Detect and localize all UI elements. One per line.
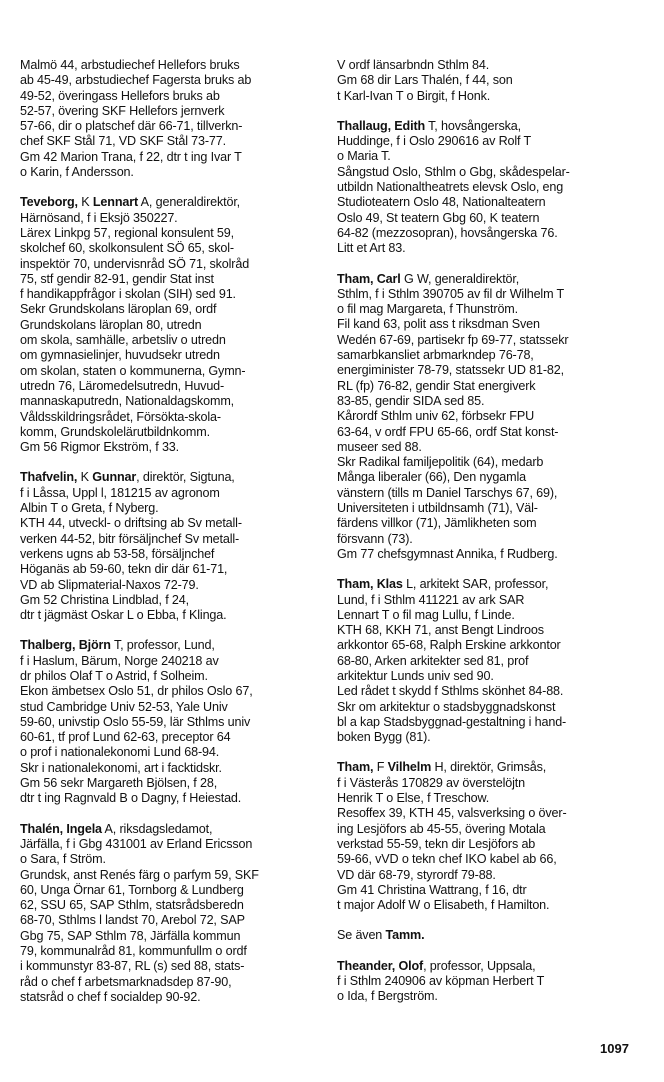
title-and-place: A, riksdagsledamot,	[101, 821, 213, 836]
text-line: o prof i nationalekonomi Lund 68-94.	[20, 745, 220, 760]
text-line: samarbkansliet arbmarkndep 76-78,	[337, 348, 534, 363]
text-line: statsråd o chef f socialdep 90-92.	[20, 989, 201, 1004]
entry-text	[337, 272, 647, 563]
text-line: Litt et Art 83.	[337, 241, 406, 256]
biography-entry	[337, 272, 647, 563]
biography-entry	[337, 959, 647, 1005]
text-line: o Maria T.	[337, 149, 391, 164]
see-also-label: Se även	[337, 928, 386, 943]
text-line: Sångstud Oslo, Sthlm o Gbg, skådespelar-	[337, 164, 570, 179]
title-and-place: A, generaldirektör,	[138, 195, 241, 210]
surname: Theander,	[337, 958, 396, 973]
text-line: 60, Unga Örnar 61, Tornborg & Lundberg	[20, 882, 244, 897]
text-line: i kommunstyr 83-87, RL (s) sed 88, stats-	[20, 959, 245, 974]
biography-entry	[337, 119, 647, 257]
entry-heading-line	[337, 119, 647, 134]
text-line: 79, kommunalråd 81, kommunfullm o ordf	[20, 944, 247, 959]
text-line: t major Adolf W o Elisabeth, f Hamilton.	[337, 898, 550, 913]
surname: Thalén,	[20, 821, 64, 836]
entry-heading-line	[337, 959, 647, 974]
text-line: Ekon ämbetsex Oslo 51, dr philos Oslo 67,	[20, 684, 253, 699]
text-line: vänstern (tills m Daniel Tarschys 67, 69),	[337, 485, 558, 500]
text-line: 49-52, överingass Hellefors bruks ab	[20, 88, 220, 103]
text-line: Skr Radikal familjepolitik (64), medarb	[337, 455, 544, 470]
surname: Tham,	[337, 271, 374, 286]
given-name: Carl	[376, 271, 401, 286]
text-line: Gm 42 Marion Trana, f 22, dtr t ing Ivar T	[20, 149, 242, 164]
text-line: bl a kap Stadsbyggnad-gestaltning i hand-	[337, 714, 567, 729]
text-line: t Karl-Ivan T o Birgit, f Honk.	[337, 88, 491, 103]
text-line: Oslo 49, St teatern Gbg 60, K teatern	[337, 210, 540, 225]
entry-heading-line	[337, 760, 647, 775]
text-line: arkitektur Lunds univ sed 90.	[337, 668, 494, 683]
text-line: o Ida, f Bergström.	[337, 989, 438, 1004]
text-line: utbildn Nationaltheatrets elevsk Oslo, eng	[337, 180, 564, 195]
entry-text	[20, 822, 326, 1006]
text-line: o Karin, f Andersson.	[20, 165, 134, 180]
text-line: Studioteatern Oslo 48, Nationalteatern	[337, 195, 546, 210]
entry-heading-line	[337, 272, 647, 287]
entry-text	[20, 58, 326, 180]
title-and-place: T, hovsångerska,	[425, 118, 521, 133]
text-line: Lärex Linkpg 57, regional konsulent 59,	[20, 225, 234, 240]
text-line: 63-64, v ordf FPU 65-66, ordf Stat konst-	[337, 424, 559, 439]
text-line: Gm 41 Christina Wattrang, f 16, dtr	[337, 882, 527, 897]
text-line: stud Cambridge Univ 52-53, Yale Univ	[20, 699, 228, 714]
given-name: Lennart	[92, 195, 139, 210]
given-name: Klas	[376, 577, 403, 592]
biography-entry	[20, 638, 326, 806]
text-line: verkens ugns ab 53-58, försäljnchef	[20, 546, 215, 561]
text-line: energiminister 78-79, statssekr UD 81-82,	[337, 363, 564, 378]
left-column	[20, 58, 326, 1020]
first-initials: K	[81, 195, 93, 210]
text-line: museer sed 88.	[337, 439, 422, 454]
page-number: 1097	[600, 1041, 629, 1056]
text-line: o fil mag Margareta, f Thunström.	[337, 302, 518, 317]
right-column	[337, 58, 647, 1020]
biography-entry	[20, 470, 326, 623]
biography-entry	[20, 822, 326, 1006]
cross-reference	[337, 928, 647, 943]
text-line: Grundsk, anst Renés färg o parfym 59, SKF	[20, 867, 259, 882]
text-line: Gm 77 chefsgymnast Annika, f Rudberg.	[337, 546, 558, 561]
entry-text	[20, 195, 326, 455]
text-line: 57-66, dir o platschef där 66-71, tillverkn-	[20, 119, 243, 134]
text-line: ab 45-49, arbstudiechef Fagersta bruks ab	[20, 73, 252, 88]
text-line: dr philos Olaf T o Astrid, f Solheim.	[20, 668, 208, 683]
biography-entry	[337, 577, 647, 745]
text-line: verkstad 55-59, tekn dir Lesjöfors ab	[337, 836, 536, 851]
given-name: Edith	[394, 118, 426, 133]
entry-text	[337, 577, 647, 745]
text-line: 75, stf gendir 82-91, gendir Stat inst	[20, 271, 214, 286]
text-line: utredn 76, Läromedelsutredn, Huvud-	[20, 378, 225, 393]
text-line: Sthlm, f i Sthlm 390705 av fil dr Wilhelm T	[337, 286, 565, 301]
text-line: Gm 52 Christina Lindblad, f 24,	[20, 592, 189, 607]
text-line: Sekr Grundskolans läroplan 69, ordf	[20, 302, 217, 317]
text-line: Skr om arkitektur o stadsbyggnadskonst	[337, 699, 556, 714]
text-line: VD ab Slipmaterial-Naxos 72-79.	[20, 577, 199, 592]
text-line: KTH 44, utveckl- o driftsing ab Sv metall-	[20, 516, 242, 531]
text-line: Albin T o Greta, f Nyberg.	[20, 501, 159, 516]
text-line: om skolan, staten o kommunerna, Gymn-	[20, 363, 246, 378]
text-line: 62, SSU 65, SAP Sthlm, statsrådsberedn	[20, 898, 244, 913]
given-name: Gunnar	[92, 470, 137, 485]
given-name: Vilhelm	[387, 760, 432, 775]
entry-heading-line	[20, 470, 326, 485]
biography-entry	[337, 928, 647, 943]
text-line: dtr t ing Ragnvald B o Dagny, f Heiestad.	[20, 791, 242, 806]
text-line: Kårordf Sthlm univ 62, förbsekr FPU	[337, 409, 535, 424]
text-line: VD där 68-79, styrordf 79-88.	[337, 867, 496, 882]
title-and-place: H, direktör, Grimsås,	[431, 760, 547, 775]
text-line: Gm 56 sekr Margareth Bjölsen, f 28,	[20, 776, 218, 791]
text-line: Henrik T o Else, f Treschow.	[337, 791, 490, 806]
text-line: f i Haslum, Bärum, Norge 240218 av	[20, 653, 219, 668]
text-line: komm, Grundskolelärutbildnkomm.	[20, 424, 210, 439]
text-line: 83-85, gendir SIDA sed 85.	[337, 393, 485, 408]
entry-text	[337, 119, 647, 257]
text-line: dtr t jägmäst Oskar L o Ebba, f Klinga.	[20, 608, 227, 623]
text-line: arkkontor 65-68, Ralph Erskine arkkontor	[337, 638, 561, 653]
text-line: 60-61, tf prof Lund 62-63, preceptor 64	[20, 730, 231, 745]
surname: Tham,	[337, 760, 374, 775]
entry-heading-line	[20, 195, 326, 210]
text-line: RL (fp) 76-82, gendir Stat energiverk	[337, 378, 536, 393]
text-line: Grundskolans läroplan 80, utredn	[20, 317, 202, 332]
text-line: Fil kand 63, polit ass t riksdman Sven	[337, 317, 540, 332]
text-line: Resoffex 39, KTH 45, valsverksing o över-	[337, 806, 567, 821]
text-line: Gm 56 Rigmor Ekström, f 33.	[20, 440, 180, 455]
entry-text	[337, 928, 647, 943]
text-line: Lennart T o fil mag Lullu, f Linde.	[337, 607, 515, 622]
text-line: 59-66, vVD o tekn chef IKO kabel ab 66,	[337, 852, 557, 867]
text-line: chef SKF Stål 71, VD SKF Stål 73-77.	[20, 134, 226, 149]
biography-entry	[20, 195, 326, 455]
text-line: 64-82 (mezzosopran), hovsångerska 76.	[337, 225, 558, 240]
given-name: Ingela	[66, 821, 102, 836]
text-line: Våldsskildringsrådet, Försökta-skola-	[20, 409, 221, 424]
text-line: Huddinge, f i Oslo 290616 av Rolf T	[337, 134, 532, 149]
text-line: 52-57, övering SKF Hellefors jernverk	[20, 103, 225, 118]
text-line: mannaskaputredn, Nationaldagskomm,	[20, 394, 235, 409]
text-line: Höganäs ab 59-60, tekn dir där 61-71,	[20, 562, 228, 577]
title-and-place: T, professor, Lund,	[110, 638, 215, 653]
text-line: o Sara, f Ström.	[20, 852, 106, 867]
text-line: Härnösand, f i Eksjö 350227.	[20, 210, 178, 225]
text-line: f i Låssa, Uppl l, 181215 av agronom	[20, 485, 220, 500]
title-and-place: G W, generaldirektör,	[400, 271, 520, 286]
text-line: f i Västerås 170829 av överstelöjtn	[337, 775, 525, 790]
entry-text	[20, 638, 326, 806]
entry-text	[337, 760, 647, 913]
first-initials: K	[80, 470, 93, 485]
text-line: f i Sthlm 240906 av köpman Herbert T	[337, 974, 545, 989]
surname: Tham,	[337, 577, 374, 592]
text-line: 68-70, Sthlms l landst 70, Arebol 72, SAP	[20, 913, 245, 928]
text-line: Wedén 67-69, partisekr fp 69-77, statssekr	[337, 332, 569, 347]
text-line: f handikappfrågor i skolan (SIH) sed 91.	[20, 287, 236, 302]
surname: Thalberg,	[20, 638, 76, 653]
biography-entry	[20, 58, 326, 180]
text-line: Järfälla, f i Gbg 431001 av Erland Ericsson	[20, 836, 253, 851]
text-line: 68-80, Arken arkitekter sed 81, prof	[337, 653, 529, 668]
text-line: Universiteten i utbildnsamh (71), Väl-	[337, 501, 538, 516]
text-line: råd o chef f arbetsmarknadsdep 87-90,	[20, 974, 232, 989]
surname: Thallaug,	[337, 118, 391, 133]
biography-entry	[337, 58, 647, 104]
given-name: Björn	[78, 638, 111, 653]
text-line: boken Bygg (81).	[337, 730, 431, 745]
text-line: om gymnasielinjer, huvudsekr utredn	[20, 348, 220, 363]
text-line: Gm 68 dir Lars Thalén, f 44, son	[337, 73, 513, 88]
title-and-place: L, arkitekt SAR, professor,	[402, 577, 549, 592]
text-line: färdens villkor (71), Jämlikheten som	[337, 516, 537, 531]
text-line: skolchef 60, skolkonsulent SÖ 65, skol-	[20, 241, 234, 256]
text-line: Många liberaler (66), Den nygamla	[337, 470, 526, 485]
entry-text	[337, 58, 647, 104]
text-line: Malmö 44, arbstudiechef Hellefors bruks	[20, 58, 240, 72]
text-line: om skola, samhälle, arbetsliv o utredn	[20, 333, 226, 348]
entry-heading-line	[337, 577, 647, 592]
text-line: ing Lesjöfors ab 45-55, övering Motala	[337, 821, 546, 836]
text-line: Led rådet t skydd f Sthlms skönhet 84-88.	[337, 684, 564, 699]
text-line: V ordf länsarbndn Sthlm 84.	[337, 58, 490, 72]
text-line: Lund, f i Sthlm 411221 av ark SAR	[337, 592, 525, 607]
text-line: 59-60, univstip Oslo 55-59, lär Sthlms univ	[20, 714, 251, 729]
surname: Thafvelin,	[20, 470, 78, 485]
entry-heading-line	[20, 822, 326, 837]
title-and-place: , professor, Uppsala,	[423, 958, 536, 973]
text-line: KTH 68, KKH 71, anst Bengt Lindroos	[337, 623, 544, 638]
first-initials: F	[376, 760, 388, 775]
text-line: försvann (73).	[337, 531, 413, 546]
biography-entry	[337, 760, 647, 913]
given-name: Olof	[398, 958, 424, 973]
entry-text	[20, 470, 326, 623]
text-line: verken 44-52, bitr försäljnchef Sv metall-	[20, 531, 240, 546]
text-line: inspektör 70, undervisnråd SÖ 71, skolråd	[20, 256, 250, 271]
surname: Teveborg,	[20, 195, 78, 210]
text-line: Skr i nationalekonomi, art i facktidskr.	[20, 760, 222, 775]
title-and-place: , direktör, Sigtuna,	[136, 470, 235, 485]
entry-heading-line	[20, 638, 326, 653]
see-also-name: Tamm.	[385, 928, 425, 943]
entry-text	[337, 959, 647, 1005]
text-line: Gbg 75, SAP Sthlm 78, Järfälla kommun	[20, 928, 241, 943]
